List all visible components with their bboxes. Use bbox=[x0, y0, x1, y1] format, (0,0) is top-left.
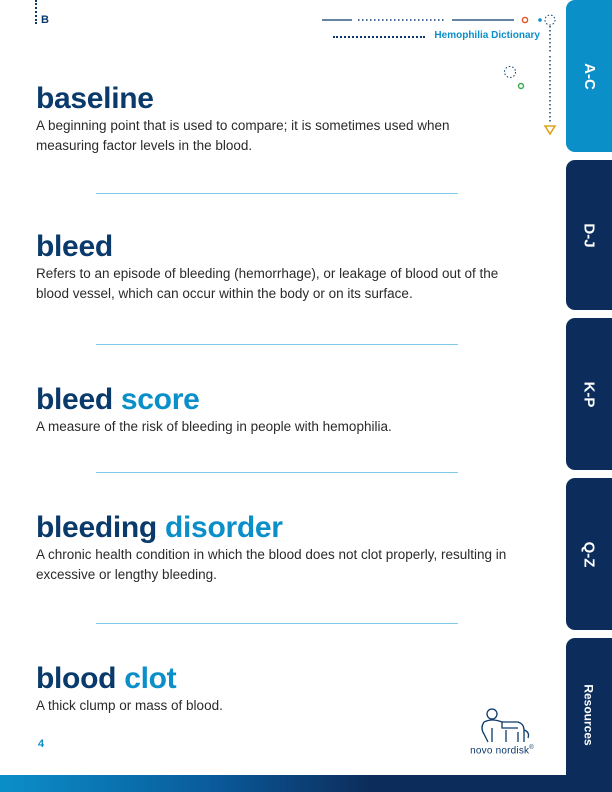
term-definition: A thick clump or mass of blood. bbox=[36, 698, 223, 713]
divider bbox=[96, 193, 458, 194]
brand-logo-text: novo nordisk® bbox=[470, 745, 534, 757]
tab-q-z[interactable] bbox=[566, 478, 612, 630]
header-title: Hemophilia Dictionary bbox=[434, 30, 540, 41]
term-heading bbox=[36, 383, 516, 417]
term-primary: bleed bbox=[36, 230, 113, 263]
term-primary: bleeding bbox=[36, 511, 157, 544]
entry-bleed bbox=[36, 230, 516, 304]
divider bbox=[96, 472, 458, 473]
term-secondary: score bbox=[120, 383, 200, 416]
term-definition: A beginning point that is used to compare; it is sometimes used when measuring factor levels in the blood. bbox=[36, 118, 450, 153]
term-heading bbox=[36, 230, 516, 264]
term-primary: baseline bbox=[36, 82, 154, 115]
section-letter: B bbox=[41, 14, 49, 26]
term-definition: A measure of the risk of bleeding in people with hemophilia. bbox=[36, 419, 392, 434]
tab-label: K-P bbox=[580, 381, 598, 407]
tab-d-j[interactable] bbox=[566, 160, 612, 310]
entry-bleeding-disorder bbox=[36, 511, 516, 585]
tab-label: D-J bbox=[580, 222, 598, 248]
term-secondary: disorder bbox=[165, 511, 283, 544]
bottom-color-bar bbox=[0, 775, 612, 792]
term-heading bbox=[36, 82, 516, 116]
term-secondary: clot bbox=[124, 662, 177, 695]
term-definition: Refers to an episode of bleeding (hemorrhage), or leakage of blood out of the blood vessel, which can occur within the body or on its surface. bbox=[36, 266, 499, 301]
tab-label: Q-Z bbox=[580, 541, 598, 567]
entry-baseline bbox=[36, 82, 516, 156]
entry-bleed-score bbox=[36, 383, 516, 437]
term-primary: bleed bbox=[36, 383, 113, 416]
letter-dotted-line bbox=[35, 0, 37, 24]
tab-resources[interactable] bbox=[566, 638, 612, 792]
divider bbox=[96, 344, 458, 345]
tab-k-p[interactable] bbox=[566, 318, 612, 470]
tab-label: Resources bbox=[582, 684, 596, 746]
tab-label: A-C bbox=[580, 62, 598, 90]
header-dotted-line bbox=[333, 36, 425, 38]
entry-blood-clot bbox=[36, 662, 516, 716]
term-heading bbox=[36, 511, 516, 545]
term-heading bbox=[36, 662, 516, 696]
divider bbox=[96, 623, 458, 624]
page-number: 4 bbox=[38, 738, 45, 750]
term-primary: blood bbox=[36, 662, 117, 695]
term-definition: A chronic health condition in which the blood does not clot properly, resulting in excessive or lengthy bleeding. bbox=[36, 547, 507, 582]
tab-a-c[interactable] bbox=[566, 0, 612, 152]
